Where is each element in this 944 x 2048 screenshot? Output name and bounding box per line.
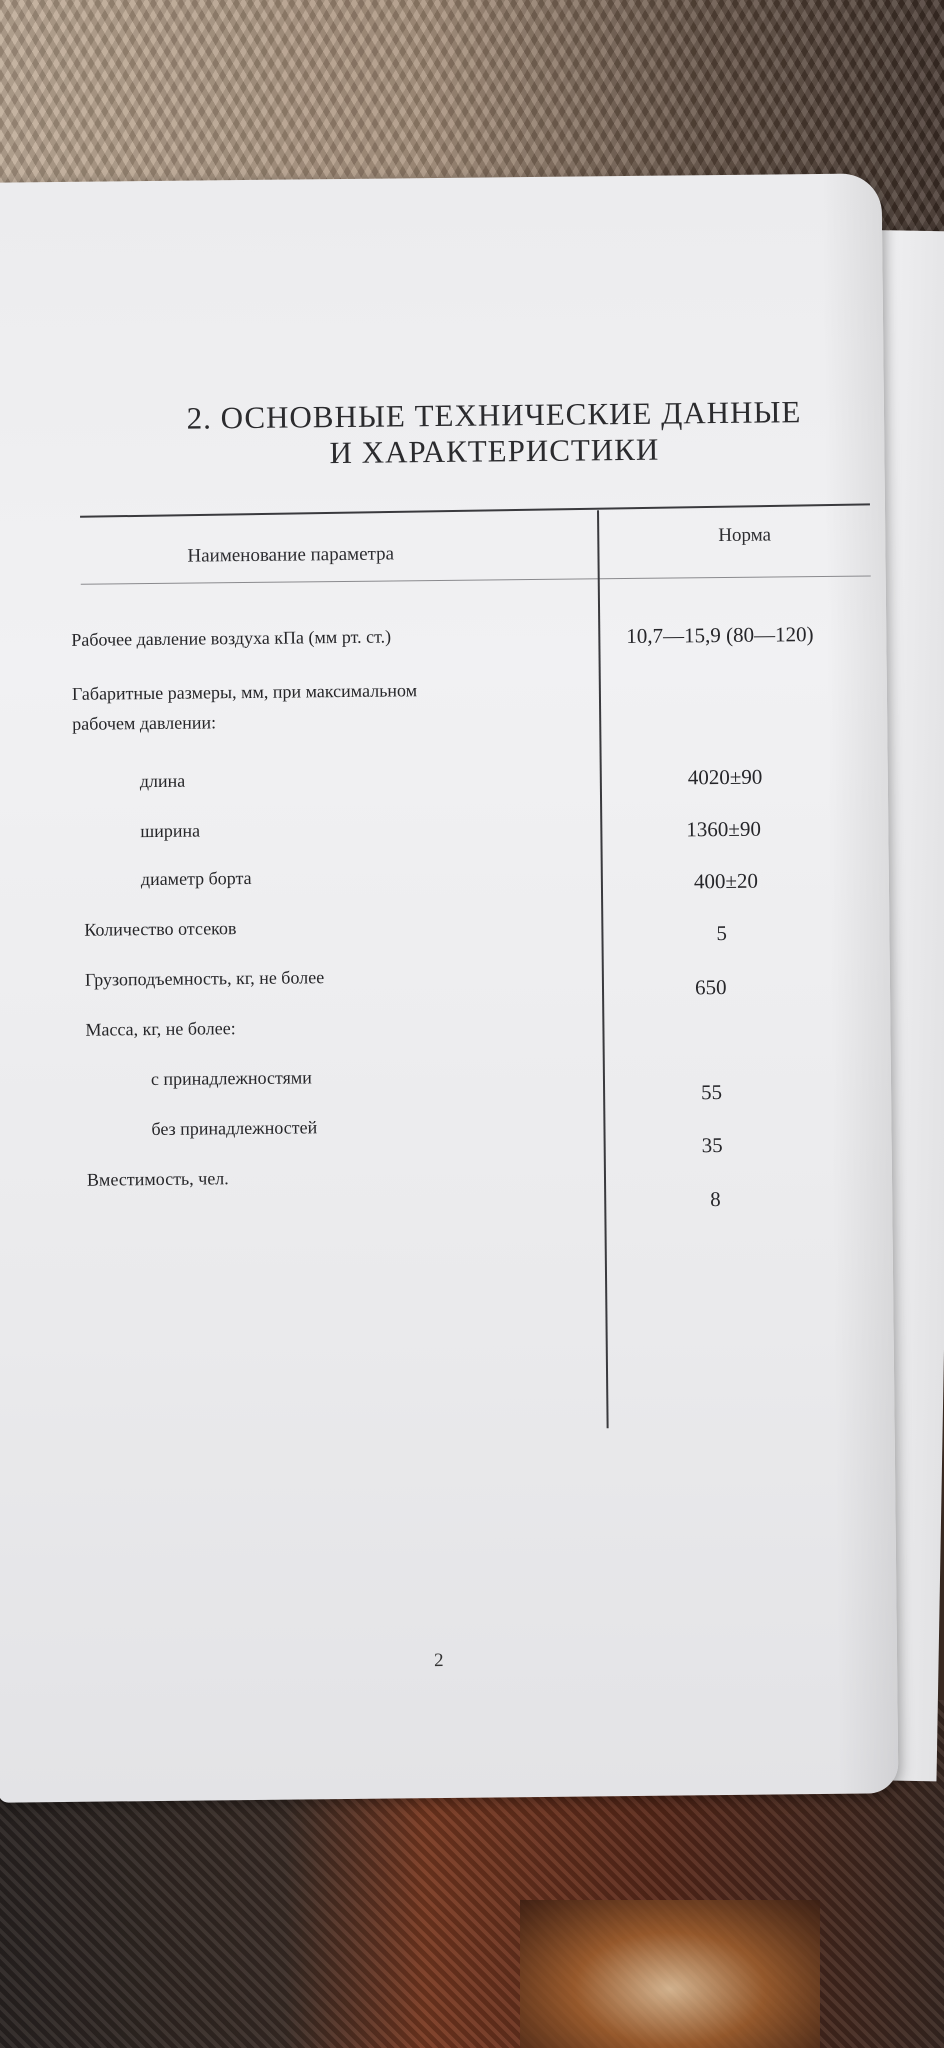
table-row-param: Габаритные размеры, мм, при максимальном [71, 680, 418, 704]
table-row-norm: 650 [694, 975, 727, 1000]
table-row-param: без принадлежностей [151, 1117, 318, 1140]
table-row-param: Масса, кг, не более: [85, 1018, 236, 1040]
document-page [0, 173, 898, 1802]
table-row-param: ширина [140, 820, 201, 842]
section-title-line-2: И ХАРАКТЕРИСТИКИ [329, 431, 660, 471]
table-header-param: Наименование параметра [187, 543, 395, 567]
table-row-norm: 4020±90 [687, 764, 763, 790]
table-row-norm: 10,7—15,9 (80—120) [626, 622, 814, 649]
table-top-rule [80, 503, 870, 517]
table-row-norm: 35 [701, 1133, 723, 1158]
table-header-rule [81, 575, 871, 584]
table-row-norm: 1360±90 [686, 816, 762, 842]
table-row-param: Количество отсеков [84, 918, 237, 940]
table-row-param: рабочем давлении: [72, 712, 217, 734]
table-row-norm: 5 [716, 920, 728, 946]
section-title-line-1: 2. ОСНОВНЫЕ ТЕХНИЧЕСКИЕ ДАННЫЕ [186, 394, 802, 436]
table-row-param: Грузоподъемность, кг, не более [84, 967, 325, 990]
table-row-norm: 55 [700, 1080, 723, 1105]
table-row-norm: 8 [710, 1187, 721, 1212]
page-number: 2 [433, 1650, 444, 1672]
table-row-param: Вместимость, чел. [86, 1168, 229, 1190]
table-row-param: диаметр борта [140, 867, 252, 890]
table-row-norm: 400±20 [693, 868, 759, 894]
table-header-norm: Норма [718, 524, 772, 547]
table-row-param: с принадлежностями [150, 1067, 312, 1090]
packaging-print-background [520, 1900, 820, 2048]
table-row-param: длина [139, 770, 186, 792]
table-column-divider [597, 510, 609, 1428]
table-row-param: Рабочее давление воздуха кПа (мм рт. ст.) [71, 626, 392, 650]
